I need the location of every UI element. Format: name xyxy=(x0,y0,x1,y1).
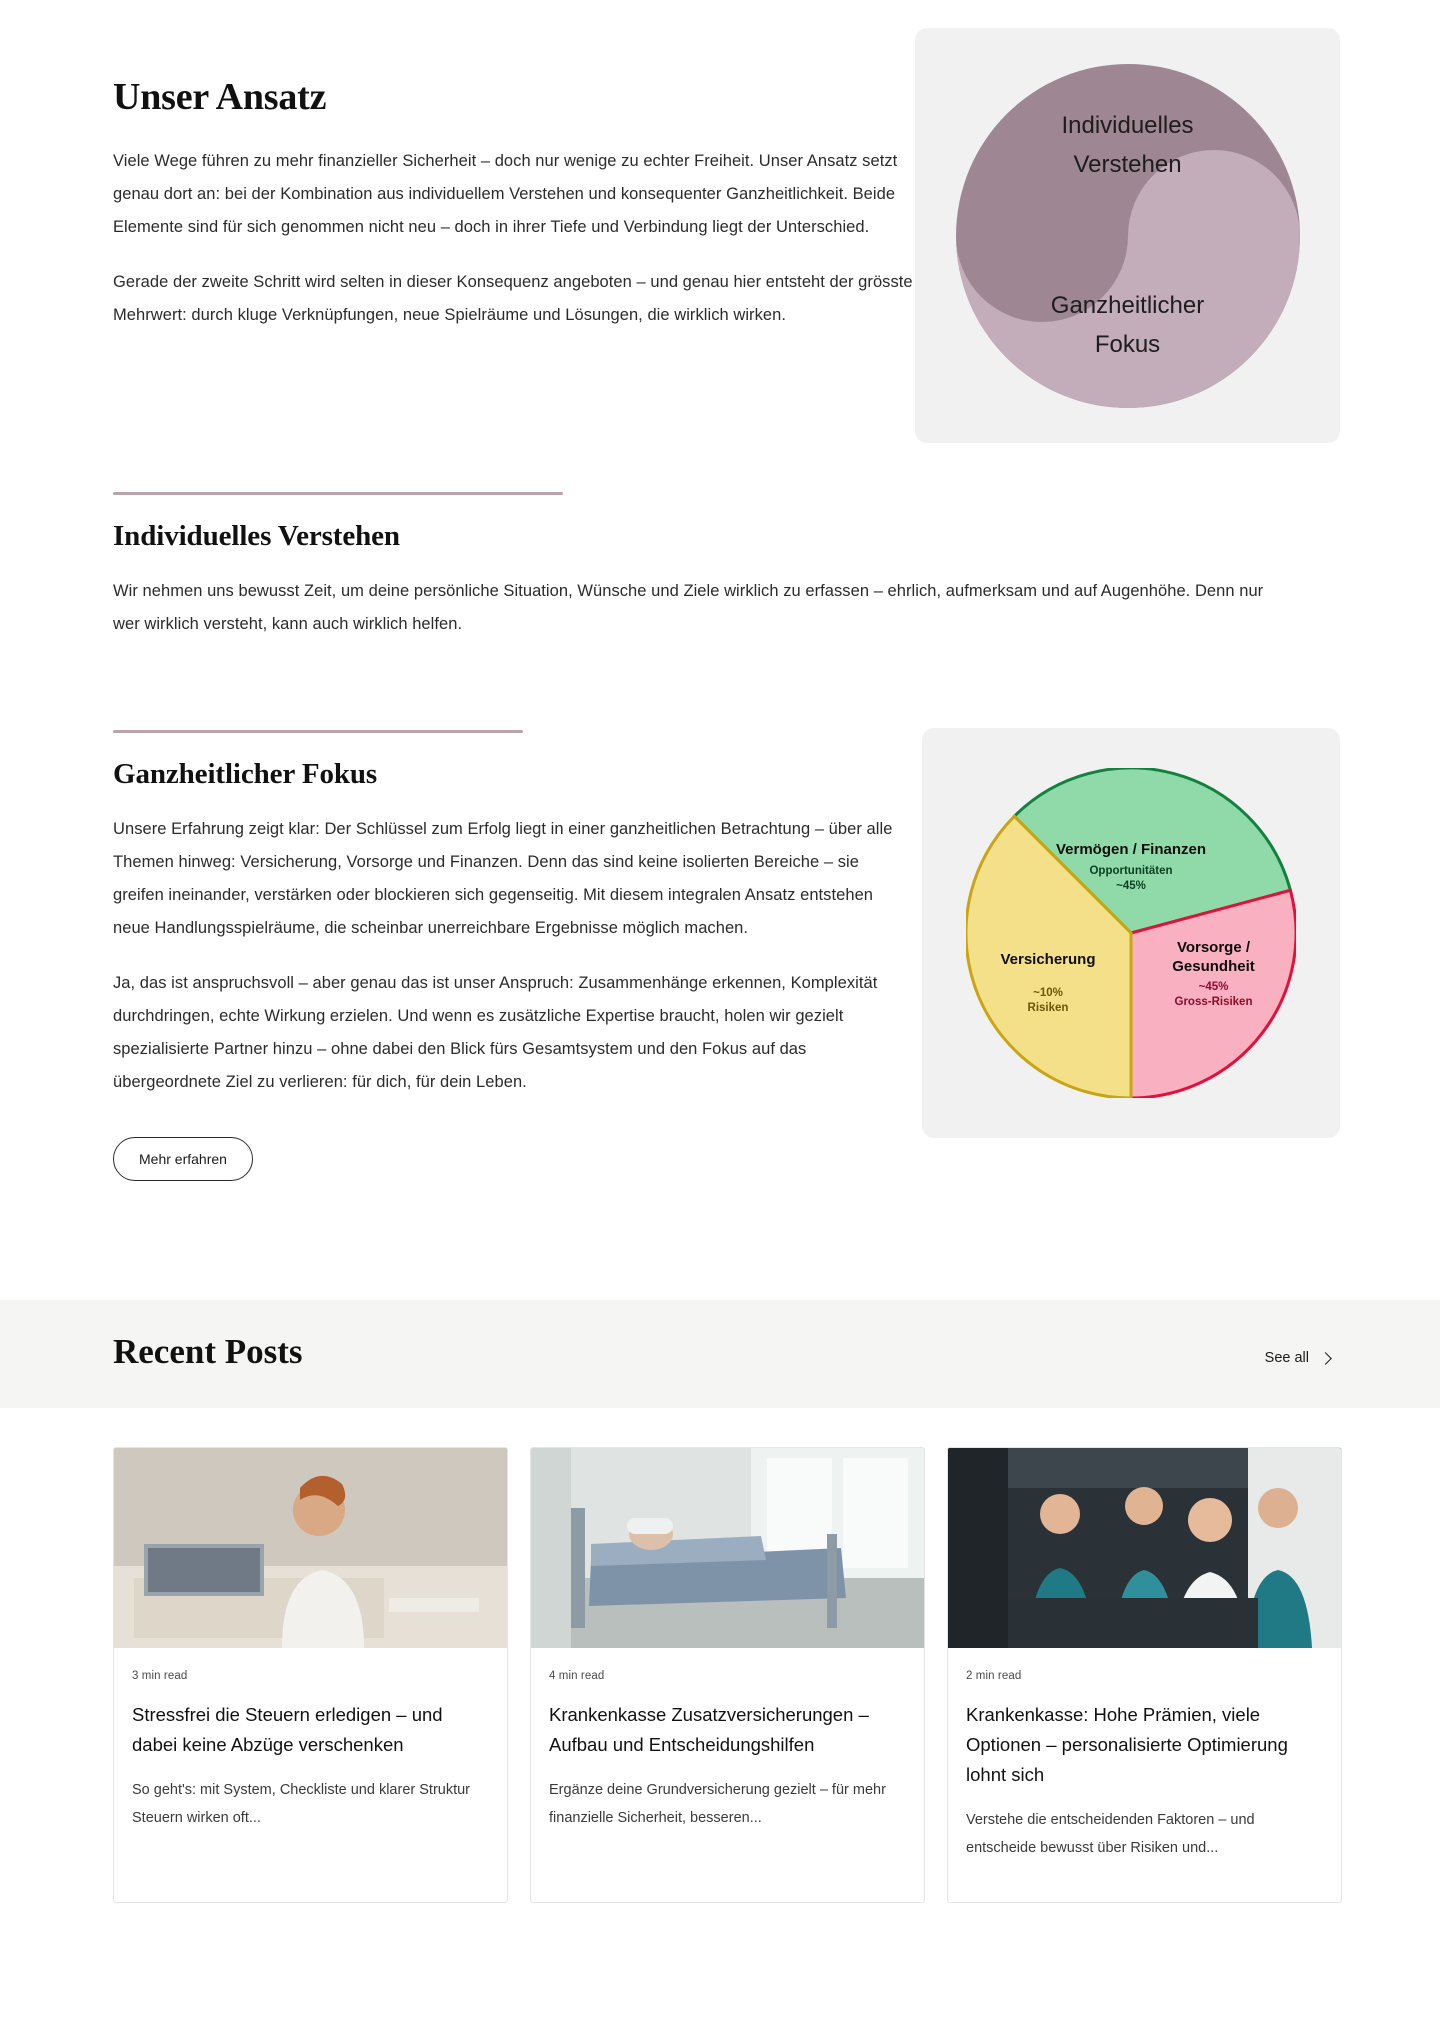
pie-sublabel-versicherung-2: Risiken xyxy=(1027,1002,1069,1014)
pie-sublabel-vermoegen-2: ~45% xyxy=(1116,880,1146,892)
pie-sublabel-vorsorge-1: ~45% xyxy=(1198,981,1229,993)
mehr-erfahren-button[interactable]: Mehr erfahren xyxy=(113,1137,253,1181)
approach-paragraph-1: Viele Wege führen zu mehr finanzieller Sicherheit – doch nur wenige zu echter Freiheit. Unser Ansatz setzt genau dort an: bei der Kombination aus individuellem Verstehen und konsequenter Ganzheitlichkeit. Beide Elemente sind für sich genommen nicht neu – doch in ihrer Tiefe und Verbindung liegt der Unterschied. xyxy=(113,152,898,236)
post-title[interactable]: Krankenkasse Zusatzversicherungen – Aufbau und Entscheidungshilfen xyxy=(549,1704,869,1755)
recent-posts-list xyxy=(113,1447,1343,1903)
list-item[interactable] xyxy=(947,1447,1342,1903)
yin-yang-bottom-label-line1: Ganzheitlicher xyxy=(1050,291,1205,319)
list-item[interactable] xyxy=(530,1447,925,1903)
post-image-man-at-desk xyxy=(114,1448,507,1648)
yin-yang-top-label-line2: Verstehen xyxy=(1073,150,1182,178)
pie-sublabel-vermoegen-1: Opportunitäten xyxy=(1089,865,1173,877)
pie-chart xyxy=(966,768,1296,1098)
yin-yang-top-label-line1: Individuelles xyxy=(1061,111,1194,139)
post-excerpt: Ergänze deine Grundversicherung gezielt – für mehr finanzielle Sicherheit, besseren... xyxy=(549,1782,886,1826)
pie-label-vermoegen: Vermögen / Finanzen xyxy=(1055,841,1207,858)
pie-label-versicherung: Versicherung xyxy=(1000,951,1096,968)
recent-posts-header-bar xyxy=(0,1300,1440,1408)
pie-sublabel-versicherung-1: ~10% xyxy=(1033,987,1063,999)
post-body xyxy=(531,1648,924,1872)
post-image-paramedics xyxy=(948,1448,1341,1648)
see-all-link[interactable] xyxy=(1265,1350,1330,1366)
understanding-paragraph-1: Wir nehmen uns bewusst Zeit, um deine persönliche Situation, Wünsche und Ziele wirklich zu erfassen – ehrlich, aufmerksam und auf Augenhöhe. Denn nur wer wirklich versteht, kann auch wirklich helfen. xyxy=(113,582,1264,633)
section-ganzheitlicher-fokus xyxy=(113,758,913,1181)
recent-posts-title: Recent Posts xyxy=(113,1332,303,1371)
divider-holistic xyxy=(113,730,523,733)
post-read-time: 4 min read xyxy=(549,1670,605,1682)
section-individuelles-verstehen xyxy=(113,520,1283,641)
post-body xyxy=(114,1648,507,1872)
yin-yang-top-label xyxy=(956,106,1300,184)
pie-label-vorsorge: Vorsorge / Gesundheit xyxy=(1172,939,1255,975)
yin-yang-card xyxy=(915,28,1340,443)
post-excerpt: Verstehe die entscheidenden Faktoren – und entscheide bewusst über Risiken und... xyxy=(966,1812,1255,1856)
yin-yang-bottom-label xyxy=(956,286,1300,364)
list-item[interactable] xyxy=(113,1447,508,1903)
post-excerpt: So geht's: mit System, Checkliste und klarer Struktur Steuern wirken oft... xyxy=(132,1782,471,1826)
see-all-label: See all xyxy=(1264,1350,1309,1366)
approach-paragraph-2: Gerade der zweite Schritt wird selten in dieser Konsequenz angeboten – und genau hier entsteht der grösste Mehrwert: durch kluge Verknüpfungen, neue Spielräume und Lösungen, die wirklich wirken. xyxy=(113,273,913,324)
yin-yang-diagram xyxy=(956,64,1300,408)
pie-chart-card xyxy=(922,728,1340,1138)
holistic-paragraph-2: Ja, das ist anspruchsvoll – aber genau das ist unser Anspruch: Zusammenhänge erkennen, Komplexität durchdringen, echte Wirkung erzielen. Und wenn es zusätzliche Expertise braucht, holen wir gezielt spezialisierte Partner hinzu – ohne dabei den Blick fürs Gesamtsystem und den Fokus auf das übergeordnete Ziel zu verlieren: für dich, für dein Leben. xyxy=(113,974,878,1091)
post-read-time: 2 min read xyxy=(966,1670,1022,1682)
yin-yang-bottom-label-line2: Fokus xyxy=(1094,330,1161,358)
chevron-right-icon xyxy=(1319,1352,1332,1365)
pie-sublabel-vorsorge-2: Gross-Risiken xyxy=(1174,996,1253,1008)
section-unser-ansatz xyxy=(113,75,913,332)
post-body xyxy=(948,1648,1341,1902)
holistic-paragraph-1: Unsere Erfahrung zeigt klar: Der Schlüssel zum Erfolg liegt in einer ganzheitlichen Betrachtung – über alle Themen hinweg: Versicherung, Vorsorge und Finanzen. Denn das sind keine isolierten Bereiche – sie greifen ineinander, verstärken oder blockieren sich gegenseitig. Mit diesem integralen Ansatz entstehen neue Handlungsspielräume, die scheinbar unerreichbare Ergebnisse möglich machen. xyxy=(113,820,893,937)
post-read-time: 3 min read xyxy=(132,1670,188,1682)
section-title-holistic: Ganzheitlicher Fokus xyxy=(113,758,378,790)
post-title[interactable]: Krankenkasse: Hohe Prämien, viele Optionen – personalisierte Optimierung lohnt sich xyxy=(966,1704,1288,1785)
post-image-hospital-bed xyxy=(531,1448,924,1648)
divider-understanding xyxy=(113,492,563,495)
post-title[interactable]: Stressfrei die Steuern erledigen – und dabei keine Abzüge verschenken xyxy=(132,1704,443,1755)
page-title: Unser Ansatz xyxy=(113,76,327,118)
section-title-understanding: Individuelles Verstehen xyxy=(113,520,400,552)
